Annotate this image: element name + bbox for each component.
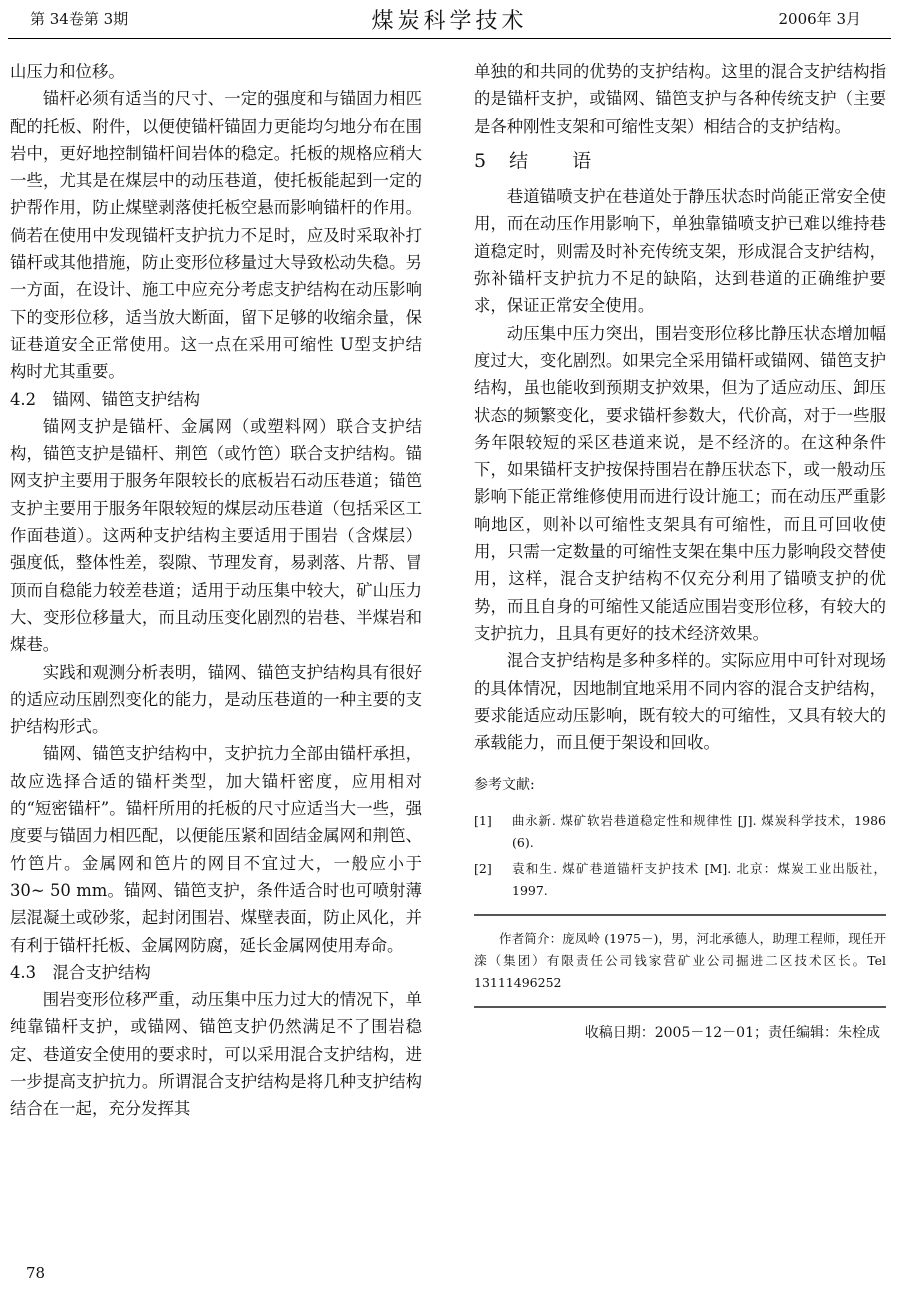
paragraph: 锚网支护是锚杆、金属网（或塑料网）联合支护结构，锚笆支护是锚杆、荆笆（或竹笆）联合支护结构。锚网支护主要用于服务年限较长的底板岩石动压巷道；锚笆支护主要用于服务年限较短的煤层动压巷道（包括采区工作面巷道）。这两种支护结构主要适用于围岩（含煤层）强度低，整体性差，裂隙、节理发育，易剥落、片帮、冒顶而自稳能力较差巷道；适用于动压集中较大，矿山压力大、变形位移量大，而且动压变化剧烈的岩巷、半煤岩和煤巷。: [10, 416, 422, 655]
paragraph: 山压力和位移。: [10, 62, 125, 81]
left-column: [10, 58, 422, 1123]
paragraph: 围岩变形位移严重，动压集中压力过大的情况下，单纯靠锚杆支护，或锚网、锚笆支护仍然满足不了围岩稳定、巷道安全使用的要求时，可以采用混合支护结构，进一步提高支护抗力。所谓混合支护结构是将几种支护结构结合在一起，充分发挥其: [10, 990, 422, 1119]
paragraph: 实践和观测分析表明，锚网、锚笆支护结构具有很好的适应动压剧烈变化的能力，是动压巷道的一种主要的支护结构形式。: [10, 662, 422, 737]
reference-item: [2] 袁和生. 煤矿巷道锚杆支护技术 [M]. 北京：煤炭工业出版社，1997.: [474, 860, 886, 898]
references-title: 参考文献:: [474, 777, 535, 794]
right-column: [474, 58, 886, 1047]
paragraph: 单独的和共同的优势的支护结构。这里的混合支护结构指的是锚杆支护，或锚网、锚笆支护与各种传统支护（主要是各种刚性支架和可缩性支架）相结合的支护结构。: [474, 62, 886, 136]
header-journal: 煤炭科学技术: [371, 9, 528, 34]
header-volume: 第 34卷第 3期: [30, 10, 129, 28]
section-heading-5: 5 结 语: [474, 149, 594, 172]
header-date: 2006年 3月: [778, 10, 861, 28]
paragraph: 锚网、锚笆支护结构中，支护抗力全部由锚杆承担，故应选择合适的锚杆类型，加大锚杆密度，应用相对的“短密锚杆”。锚杆所用的托板的尺寸应适当大一些，强度要与锚固力相匹配，以便能压紧和固结金属网和荆笆、竹笆片。金属网和笆片的网目不宜过大，一般应小于 30~ 50 mm。锚网、锚笆支护，条件适合时也可喷射薄层混凝土或砂浆，起封闭围岩、煤壁表面，防止风化，并有利于锚杆托板、金属网防腐，延长金属网使用寿命。: [10, 744, 422, 955]
section-heading-4-2: 4.2 锚网、锚笆支护结构: [10, 389, 200, 409]
divider: [474, 914, 886, 916]
section-heading-4-3: 4.3 混合支护结构: [10, 962, 151, 982]
header-rule: [8, 38, 891, 39]
references-list: [474, 810, 886, 902]
received-date: 收稿日期：2005－12－01；责任编辑：朱栓成: [584, 1024, 880, 1041]
page-number: 78: [26, 1264, 46, 1282]
paragraph: 巷道锚喷支护在巷道处于静压状态时尚能正常安全使用，而在动压作用影响下，单独靠锚喷支护已难以维持巷道稳定时，则需及时补充传统支架，形成混合支护结构，弥补锚杆支护抗力不足的缺陷，达到巷道的正确维护要求，保证正常安全使用。: [474, 187, 886, 316]
author-bio: 作者简介：庞凤岭 (1975－)，男，河北承德人，助理工程师，现任开滦（集团）有限责任公司钱家营矿业公司掘进二区技术区长。Tel 13111496252: [474, 930, 886, 990]
divider: [474, 1006, 886, 1008]
paragraph: 锚杆必须有适当的尺寸、一定的强度和与锚固力相匹配的托板、附件，以便使锚杆锚固力更能均匀地分布在围岩中，更好地控制锚杆间岩体的稳定。托板的规格应稍大一些，尤其是在煤层中的动压巷道，使托板能起到一定的护帮作用，防止煤壁剥落使托板空悬而影响锚杆的作用。倘若在使用中发现锚杆支护抗力不足时，应及时采取补打锚杆或其他措施，防止变形位移量过大导致松动失稳。另一方面，在设计、施工中应充分考虑支护结构在动压影响下的变形位移，适当放大断面，留下足够的收缩余量，保证巷道安全正常使用。这一点在采用可缩性 U型支护结构时尤其重要。: [10, 89, 422, 382]
paragraph: 动压集中压力突出，围岩变形位移比静压状态增加幅度过大，变化剧烈。如果完全采用锚杆或锚网、锚笆支护结构，虽也能收到预期支护效果，但为了适应动压、卸压状态的频繁变化，要求锚杆参数大，代价高，对于一些服务年限较短的采区巷道来说，是不经济的。在这种条件下，如果锚杆支护按保持围岩在静压状态下，或一般动压影响下能正常维修使用而进行设计施工；而在动压严重影响地区，则补以可缩性支架具有可缩性，而且可回收使用，只需一定数量的可缩性支架在集中压力影响段交替使用，这样，混合支护结构不仅充分利用了锚喷支护的优势，而且自身的可缩性又能适应围岩变形位移，有较大的支护抗力，且具有更好的技术经济效果。: [474, 323, 886, 643]
reference-item: [1] 曲永新. 煤矿软岩巷道稳定性和规律性 [J]. 煤炭科学技术，1986 (6).: [474, 812, 886, 850]
paragraph: 混合支护结构是多种多样的。实际应用中可针对现场的具体情况，因地制宜地采用不同内容的混合支护结构，要求能适应动压影响，既有较大的可缩性，又具有较大的承载能力，而且便于架设和回收。: [474, 651, 886, 753]
